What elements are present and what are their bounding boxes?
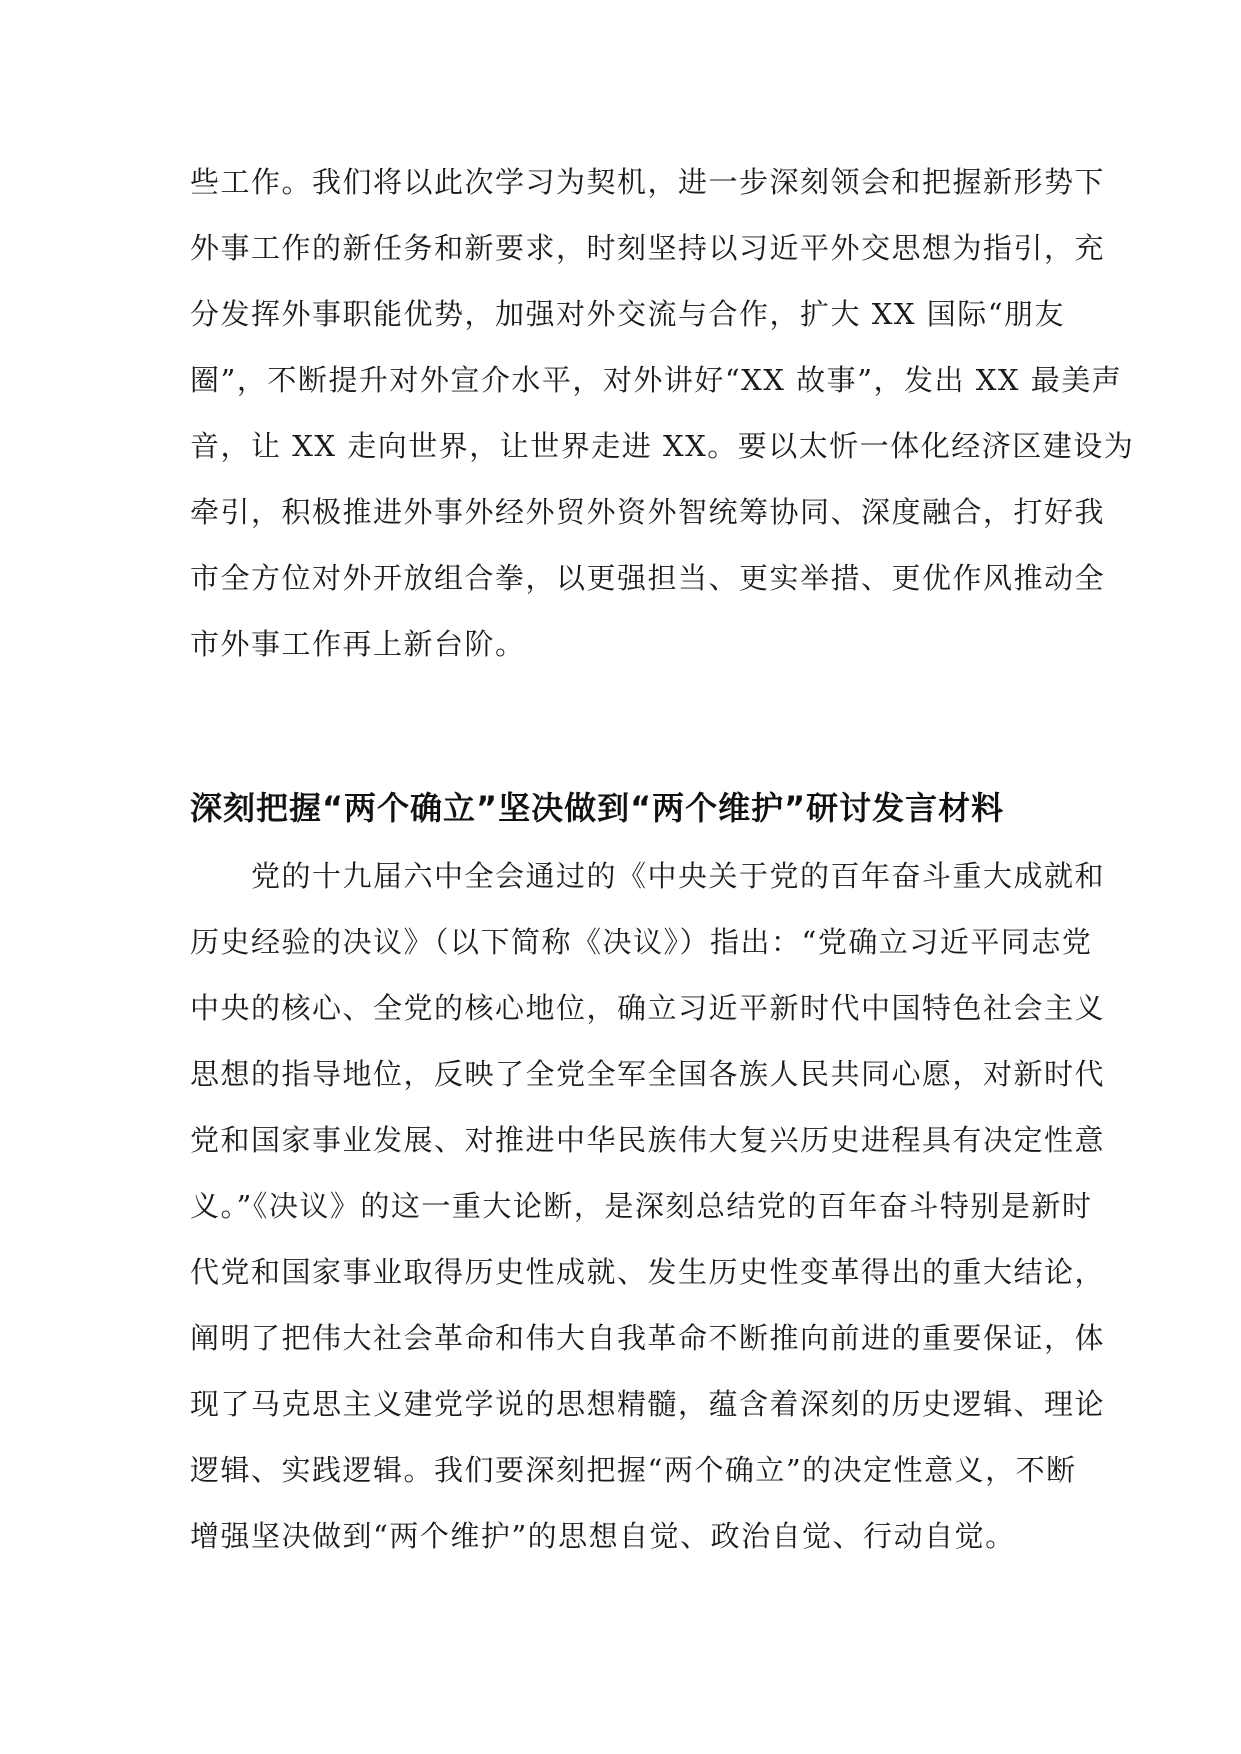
text-line: 历史经验的决议》（以下简称《决议》）指出：“党确立习近平同志党 — [190, 925, 1093, 959]
text-line: 牵引，积极推进外事外经外贸外资外智统筹协同、深度融合，打好我 — [190, 495, 1106, 529]
text-line: 些工作。我们将以此次学习为契机，进一步深刻领会和把握新形势下 — [190, 165, 1106, 199]
text-line: 增强坚决做到“两个维护”的思想自觉、政治自觉、行动自觉。 — [190, 1519, 1016, 1553]
text-line: 阐明了把伟大社会革命和伟大自我革命不断推向前进的重要保证，体 — [190, 1321, 1106, 1355]
text-line: 义。”《决议》的这一重大论断，是深刻总结党的百年奋斗特别是新时 — [190, 1189, 1093, 1223]
text-line: 外事工作的新任务和新要求，时刻坚持以习近平外交思想为指引，充 — [190, 231, 1106, 265]
text-line: 代党和国家事业取得历史性成就、发生历史性变革得出的重大结论， — [190, 1255, 1106, 1289]
section-heading: 深刻把握“两个确立”坚决做到“两个维护”研讨发言材料 — [190, 789, 1005, 827]
text-line: 党和国家事业发展、对推进中华民族伟大复兴历史进程具有决定性意 — [190, 1123, 1106, 1157]
text-line: 分发挥外事职能优势，加强对外交流与合作，扩大 XX 国际“朋友 — [190, 297, 1066, 331]
text-line: 逻辑、实践逻辑。我们要深刻把握“两个确立”的决定性意义，不断 — [190, 1453, 1077, 1487]
text-line: 圈”，不断提升对外宣介水平，对外讲好“XX 故事”，发出 XX 最美声 — [190, 363, 1123, 397]
text-line: 现了马克思主义建党学说的思想精髓，蕴含着深刻的历史逻辑、理论 — [190, 1387, 1106, 1421]
text-line: 市外事工作再上新台阶。 — [190, 627, 526, 661]
text-line: 党的十九届六中全会通过的《中央关于党的百年奋斗重大成就和 — [190, 859, 1106, 893]
text-line: 音，让 XX 走向世界，让世界走进 XX。要以太忻一体化经济区建设为 — [190, 429, 1135, 463]
text-line: 中央的核心、全党的核心地位，确立习近平新时代中国特色社会主义 — [190, 991, 1106, 1025]
text-line: 思想的指导地位，反映了全党全军全国各族人民共同心愿，对新时代 — [190, 1057, 1106, 1091]
text-line: 市全方位对外开放组合拳，以更强担当、更实举措、更优作风推动全 — [190, 561, 1106, 595]
